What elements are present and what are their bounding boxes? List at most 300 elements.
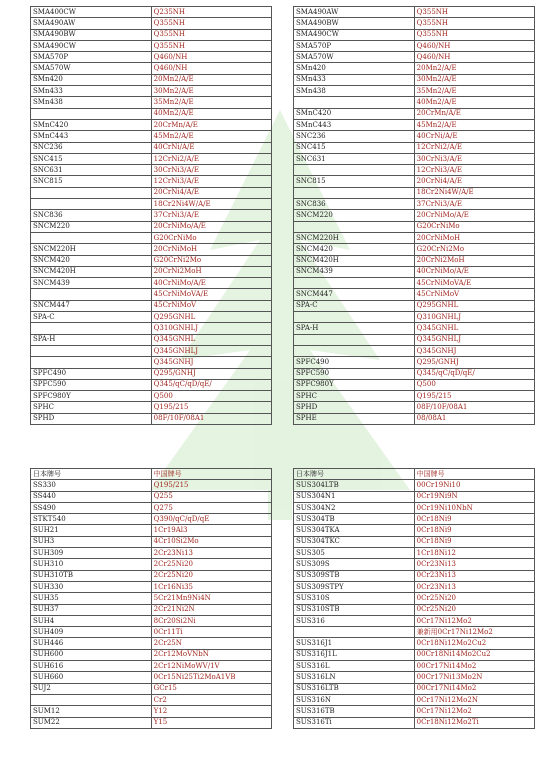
china-grade-cell: Q295/GNHJ xyxy=(151,368,271,379)
japan-grade-cell: SUH330 xyxy=(31,581,152,592)
japan-grade-cell xyxy=(31,345,152,356)
table-row xyxy=(31,638,272,649)
china-grade-cell: 0Cr18Ni9 xyxy=(414,536,534,547)
china-grade-cell: Q275 xyxy=(151,502,271,513)
table-row xyxy=(294,97,535,108)
table-row xyxy=(294,142,535,153)
japan-grade-cell: SPFC590 xyxy=(294,368,415,379)
japan-grade-cell xyxy=(31,199,152,210)
table-row xyxy=(294,108,535,119)
table-row xyxy=(31,18,272,29)
japan-grade-cell: SMnC420 xyxy=(31,119,152,130)
china-grade-cell: 2Cr12MoVNbN xyxy=(151,649,271,660)
china-grade-cell: 40CrNiMo/A/E xyxy=(414,266,534,277)
japan-grade-cell xyxy=(31,694,152,705)
japan-grade-cell: SNCM420H xyxy=(294,255,415,266)
china-grade-cell: 08F/10F/08A1 xyxy=(414,402,534,413)
china-grade-cell: 18Cr2Ni4W/A/E xyxy=(414,187,534,198)
china-grade-cell: Q310GNHLJ xyxy=(414,312,534,323)
japan-grade-cell: SNCM220H xyxy=(294,232,415,243)
table-row xyxy=(31,615,272,626)
china-grade-cell: 20CrNiMoH xyxy=(151,244,271,255)
japan-grade-cell: SMA490BW xyxy=(294,18,415,29)
japan-grade-cell: SS330 xyxy=(31,480,152,491)
japan-grade-cell: SNC836 xyxy=(294,199,415,210)
table-row xyxy=(31,672,272,683)
japan-grade-cell: SPA-C xyxy=(31,312,152,323)
table-row xyxy=(31,266,272,277)
table-row xyxy=(294,502,535,513)
table-row xyxy=(31,391,272,402)
china-grade-cell: G20CrNiMo xyxy=(151,232,271,243)
china-grade-cell: 45Mn2/A/E xyxy=(151,131,271,142)
china-grade-cell: 00Cr17Ni14Mo2 xyxy=(414,683,534,694)
japan-grade-cell: SNCM420 xyxy=(31,255,152,266)
table-row xyxy=(31,232,272,243)
japan-grade-cell: SUH310TB xyxy=(31,570,152,581)
table-row xyxy=(31,649,272,660)
china-grade-cell: 40CrNi/A/E xyxy=(414,131,534,142)
table-row xyxy=(294,413,535,424)
japan-grade-cell: SUH409 xyxy=(31,627,152,638)
china-grade-cell: 20CrNi2MoH xyxy=(151,266,271,277)
china-grade-cell: Q345GNHLJ xyxy=(414,334,534,345)
table-top-right xyxy=(293,6,535,425)
china-grade-cell: 40Mn2/A/E xyxy=(414,97,534,108)
table-row xyxy=(294,615,535,626)
japan-grade-cell xyxy=(294,627,415,638)
japan-grade-cell: SNCM439 xyxy=(31,278,152,289)
table-row xyxy=(31,86,272,97)
japan-grade-cell: SNC815 xyxy=(294,176,415,187)
china-grade-cell: Q195/215 xyxy=(151,480,271,491)
table-row xyxy=(294,255,535,266)
china-grade-cell: 40CrNi/A/E xyxy=(151,142,271,153)
table-row xyxy=(31,536,272,547)
japan-grade-cell: SMA490AW xyxy=(294,7,415,18)
china-grade-cell: 20CrNiMoH xyxy=(414,232,534,243)
japan-grade-cell: SPHD xyxy=(31,413,152,424)
table-row xyxy=(294,289,535,300)
china-grade-cell: 37CrNi3/A/E xyxy=(414,199,534,210)
table-row xyxy=(31,334,272,345)
japan-grade-cell: SNCM447 xyxy=(31,300,152,311)
china-grade-cell: 12CrNi2/A/E xyxy=(151,153,271,164)
china-grade-cell: Q460/NH xyxy=(151,52,271,63)
table-row xyxy=(31,694,272,705)
china-grade-cell: 0Cr17Ni12Mo2N xyxy=(414,694,534,705)
japan-grade-cell: SMA570W xyxy=(294,52,415,63)
japan-grade-cell: SNCM420 xyxy=(294,244,415,255)
japan-grade-cell: SUS304LTB xyxy=(294,480,415,491)
japan-grade-cell: SUS316LTB xyxy=(294,683,415,694)
china-grade-cell: 08/08A1 xyxy=(414,413,534,424)
table-row xyxy=(31,525,272,536)
china-grade-cell: Q355NH xyxy=(414,29,534,40)
japan-grade-cell: SMnC443 xyxy=(31,131,152,142)
japan-grade-cell: STKT540 xyxy=(31,514,152,525)
china-grade-cell: 37CrNi3/A/E xyxy=(151,210,271,221)
table-row xyxy=(31,345,272,356)
japan-grade-cell: SNCM447 xyxy=(294,289,415,300)
table-row xyxy=(31,278,272,289)
china-grade-cell: 0Cr18Ni9 xyxy=(414,514,534,525)
japan-grade-cell: SPFC490 xyxy=(294,357,415,368)
china-grade-cell: Q195/215 xyxy=(414,391,534,402)
china-grade-cell: 08F/10F/08A1 xyxy=(151,413,271,424)
japan-grade-cell: SUS304TB xyxy=(294,514,415,525)
japan-grade-cell: SNC415 xyxy=(31,153,152,164)
china-grade-cell: 45CrNiMoVA/E xyxy=(151,289,271,300)
japan-grade-cell: SPHE xyxy=(294,413,415,424)
china-grade-cell: Y12 xyxy=(151,706,271,717)
china-grade-cell: 2Cr25Ni20 xyxy=(151,559,271,570)
table-row xyxy=(294,649,535,660)
japan-grade-cell xyxy=(294,165,415,176)
japan-grade-cell xyxy=(31,187,152,198)
china-grade-cell: 20CrNiMo/A/E xyxy=(151,221,271,232)
table-row xyxy=(294,74,535,85)
table-row xyxy=(294,391,535,402)
table-row xyxy=(294,153,535,164)
china-grade-cell: 5Cr21Mn9Ni4N xyxy=(151,593,271,604)
china-grade-cell: 20CrNi4/A/E xyxy=(151,187,271,198)
china-grade-cell: Q460/NH xyxy=(414,52,534,63)
table-row xyxy=(294,244,535,255)
table-row xyxy=(294,312,535,323)
table-row xyxy=(294,604,535,615)
china-grade-cell: 0Cr23Ni13 xyxy=(414,581,534,592)
china-grade-cell: 20CrMn/A/E xyxy=(414,108,534,119)
china-grade-cell: 30Mn2/A/E xyxy=(151,86,271,97)
china-grade-cell: 2Cr25Ni20 xyxy=(151,570,271,581)
china-grade-cell: 2Cr12NiMoWV/1V xyxy=(151,661,271,672)
table-row xyxy=(294,672,535,683)
table-row xyxy=(31,74,272,85)
table-row xyxy=(31,570,272,581)
china-grade-cell: Q345/qC/qD/qE/ xyxy=(414,368,534,379)
japan-grade-cell: SMn420 xyxy=(294,63,415,74)
china-grade-cell: 00Cr17Ni14Mo2 xyxy=(414,661,534,672)
china-grade-cell: Q355NH xyxy=(151,40,271,51)
china-grade-cell: 0Cr17Ni12Mo2 xyxy=(414,706,534,717)
china-grade-cell: Q345GNHJ xyxy=(151,357,271,368)
table-row xyxy=(31,52,272,63)
china-grade-cell: 00Cr19Ni10 xyxy=(414,480,534,491)
table-row xyxy=(31,706,272,717)
table-row xyxy=(294,266,535,277)
china-grade-cell: 8Cr20Si2Ni xyxy=(151,615,271,626)
table-row xyxy=(294,131,535,142)
china-grade-cell: Q235NH xyxy=(151,7,271,18)
table-bottom-right xyxy=(293,468,535,729)
table-row xyxy=(31,244,272,255)
japan-grade-cell: SNC836 xyxy=(31,210,152,221)
japan-grade-cell: SPA-C xyxy=(294,300,415,311)
table-row xyxy=(31,548,272,559)
table-row xyxy=(294,514,535,525)
table-row xyxy=(31,491,272,502)
japan-grade-cell: SUS316Ti xyxy=(294,717,415,728)
table-row xyxy=(294,232,535,243)
table-row xyxy=(294,29,535,40)
china-grade-cell: 45Mn2/A/E xyxy=(414,119,534,130)
japan-grade-cell: SUH35 xyxy=(31,593,152,604)
japan-grade-cell: SUH446 xyxy=(31,638,152,649)
japan-grade-cell: SNCM220 xyxy=(294,210,415,221)
table-row xyxy=(294,52,535,63)
china-grade-cell: Q295GNHL xyxy=(414,300,534,311)
japan-grade-cell: SMn433 xyxy=(31,86,152,97)
china-grade-cell: Y15 xyxy=(151,717,271,728)
table-row xyxy=(31,413,272,424)
japan-grade-cell: SMnC420 xyxy=(294,108,415,119)
china-grade-cell: 中国牌号 xyxy=(151,469,271,480)
table-row xyxy=(31,119,272,130)
japan-grade-cell: SPHC xyxy=(294,391,415,402)
china-grade-cell: Q500 xyxy=(414,379,534,390)
japan-grade-cell: SUH660 xyxy=(31,672,152,683)
table-row xyxy=(294,334,535,345)
table-row xyxy=(294,469,535,480)
china-grade-cell: 2Cr25N xyxy=(151,638,271,649)
china-grade-cell: 4Cr10Si2Mo xyxy=(151,536,271,547)
china-grade-cell: Q295/GNHJ xyxy=(414,357,534,368)
china-grade-cell: 0Cr11Ti xyxy=(151,627,271,638)
china-grade-cell: 0Cr15Ni25Ti2MoA1VB xyxy=(151,672,271,683)
japan-grade-cell: SNC815 xyxy=(31,176,152,187)
china-grade-cell: 45CrNiMoV xyxy=(151,300,271,311)
japan-grade-cell: SUH37 xyxy=(31,604,152,615)
japan-grade-cell: SNC236 xyxy=(31,142,152,153)
table-row xyxy=(294,368,535,379)
table-row xyxy=(294,536,535,547)
china-grade-cell: 20CrNiMo/A/E xyxy=(414,210,534,221)
table-row xyxy=(294,300,535,311)
china-grade-cell: 1Cr18Ni12 xyxy=(414,548,534,559)
japan-grade-cell: SUH310 xyxy=(31,559,152,570)
china-grade-cell: 30Mn2/A/E xyxy=(414,74,534,85)
japan-grade-cell: SMn438 xyxy=(31,97,152,108)
table-row xyxy=(31,289,272,300)
table-row xyxy=(31,199,272,210)
china-grade-cell: 0Cr19Ni10NbN xyxy=(414,502,534,513)
japan-grade-cell xyxy=(294,278,415,289)
table-row xyxy=(31,63,272,74)
china-grade-cell: 1Cr16Ni35 xyxy=(151,581,271,592)
china-grade-cell: G20CrNiMo xyxy=(414,221,534,232)
japan-grade-cell: SPA-H xyxy=(294,323,415,334)
china-grade-cell: G20CrNi2Mo xyxy=(414,244,534,255)
japan-grade-cell xyxy=(31,289,152,300)
table-row xyxy=(31,131,272,142)
japan-grade-cell: SNCM420H xyxy=(31,266,152,277)
japan-grade-cell: SUS316 xyxy=(294,615,415,626)
japan-grade-cell: SMn420 xyxy=(31,74,152,85)
china-grade-cell: Cr2 xyxy=(151,694,271,705)
table-row xyxy=(31,661,272,672)
table-row xyxy=(31,153,272,164)
table-row xyxy=(31,255,272,266)
table-row xyxy=(294,717,535,728)
japan-grade-cell xyxy=(294,312,415,323)
table-row xyxy=(31,210,272,221)
japan-grade-cell: SUH3 xyxy=(31,536,152,547)
china-grade-cell: 0Cr18Ni12Mo2Ti xyxy=(414,717,534,728)
table-row xyxy=(31,300,272,311)
japan-grade-cell: SMnC443 xyxy=(294,119,415,130)
japan-grade-cell: SNC631 xyxy=(294,153,415,164)
japan-grade-cell: SNCM439 xyxy=(294,266,415,277)
china-grade-cell: 12CrNi3/A/E xyxy=(414,165,534,176)
china-grade-cell: 中国牌号 xyxy=(414,469,534,480)
japan-grade-cell: SUJ2 xyxy=(31,683,152,694)
table-row xyxy=(31,559,272,570)
japan-grade-cell: SUS304N2 xyxy=(294,502,415,513)
table-top-left xyxy=(30,6,272,425)
table-row xyxy=(294,661,535,672)
china-grade-cell: 20Mn2/A/E xyxy=(151,74,271,85)
japan-grade-cell: SUH600 xyxy=(31,649,152,660)
table-row xyxy=(294,187,535,198)
japan-grade-cell xyxy=(294,345,415,356)
table-row xyxy=(294,86,535,97)
japan-grade-cell: SS490 xyxy=(31,502,152,513)
china-grade-cell: 30CrNi3/A/E xyxy=(414,153,534,164)
table-row xyxy=(294,40,535,51)
china-grade-cell: 35Mn2/A/E xyxy=(414,86,534,97)
table-row xyxy=(294,278,535,289)
table-row xyxy=(31,717,272,728)
china-grade-cell: Q355NH xyxy=(414,18,534,29)
japan-grade-cell: SUS304TKC xyxy=(294,536,415,547)
japan-grade-cell: SPHC xyxy=(31,402,152,413)
china-grade-cell: 35Mn2/A/E xyxy=(151,97,271,108)
china-grade-cell: Q345GNHLJ xyxy=(151,345,271,356)
japan-grade-cell: SUS310STB xyxy=(294,604,415,615)
table-row xyxy=(31,7,272,18)
japan-grade-cell: SNCM220H xyxy=(31,244,152,255)
china-grade-cell: Q310GNHLJ xyxy=(151,323,271,334)
japan-grade-cell: SMA490BW xyxy=(31,29,152,40)
china-grade-cell: 20CrNi2MoH xyxy=(414,255,534,266)
table-row xyxy=(294,525,535,536)
japan-grade-cell: SUS304TKA xyxy=(294,525,415,536)
table-row xyxy=(31,108,272,119)
table-row xyxy=(294,176,535,187)
table-row xyxy=(294,593,535,604)
japan-grade-cell: SUS305 xyxy=(294,548,415,559)
table-row xyxy=(294,119,535,130)
japan-grade-cell: 日本牌号 xyxy=(31,469,152,480)
china-grade-cell: Q460/NH xyxy=(151,63,271,74)
china-grade-cell: Q355NH xyxy=(151,29,271,40)
japan-grade-cell xyxy=(31,108,152,119)
china-grade-cell: 0Cr25Ni20 xyxy=(414,593,534,604)
china-grade-cell: Q345GNHL xyxy=(414,323,534,334)
table-row xyxy=(294,165,535,176)
japan-grade-cell: 日本牌号 xyxy=(294,469,415,480)
china-grade-cell: 20CrMn/A/E xyxy=(151,119,271,130)
table-row xyxy=(31,97,272,108)
japan-grade-cell: SUH616 xyxy=(31,661,152,672)
china-grade-cell: Q500 xyxy=(151,391,271,402)
china-grade-cell: 12CrNi3/A/E xyxy=(151,176,271,187)
table-row xyxy=(294,559,535,570)
china-grade-cell: 1Cr19Al3 xyxy=(151,525,271,536)
japan-grade-cell xyxy=(31,232,152,243)
table-row xyxy=(294,357,535,368)
china-grade-cell: Q355NH xyxy=(414,7,534,18)
japan-grade-cell: SMA570P xyxy=(294,40,415,51)
china-grade-cell: 2Cr23Ni13 xyxy=(151,548,271,559)
china-grade-cell: 20CrNi4/A/E xyxy=(414,176,534,187)
china-grade-cell: 20Mn2/A/E xyxy=(414,63,534,74)
japan-grade-cell: SUS316L xyxy=(294,661,415,672)
japan-grade-cell: SPFC490 xyxy=(31,368,152,379)
japan-grade-cell: SUS316J1L xyxy=(294,649,415,660)
japan-grade-cell: SMA490CW xyxy=(31,40,152,51)
japan-grade-cell xyxy=(294,334,415,345)
china-grade-cell: Q345/qC/qD/qE/ xyxy=(151,379,271,390)
china-grade-cell: Q460/NH xyxy=(414,40,534,51)
table-row xyxy=(31,165,272,176)
table-row xyxy=(31,323,272,334)
china-grade-cell: Q345GNHL xyxy=(151,334,271,345)
china-grade-cell: 0Cr23Ni13 xyxy=(414,570,534,581)
table-row xyxy=(294,199,535,210)
japan-grade-cell: SUS309STB xyxy=(294,570,415,581)
table-row xyxy=(31,581,272,592)
japan-grade-cell xyxy=(294,187,415,198)
table-row xyxy=(294,706,535,717)
japan-grade-cell: SNC631 xyxy=(31,165,152,176)
table-row xyxy=(31,402,272,413)
table-row xyxy=(294,480,535,491)
china-grade-cell: 45CrNiMoV xyxy=(414,289,534,300)
japan-grade-cell: SUM12 xyxy=(31,706,152,717)
table-row xyxy=(31,469,272,480)
japan-grade-cell: SPA-H xyxy=(31,334,152,345)
table-row xyxy=(294,402,535,413)
china-grade-cell: Q195/215 xyxy=(151,402,271,413)
china-grade-cell: G20CrNi2Mo xyxy=(151,255,271,266)
china-grade-cell: 00Cr18Ni14Mo2Cu2 xyxy=(414,649,534,660)
china-grade-cell: 30CrNi3/A/E xyxy=(151,165,271,176)
table-row xyxy=(294,638,535,649)
japan-grade-cell: SUS309S xyxy=(294,559,415,570)
japan-grade-cell: SNCM220 xyxy=(31,221,152,232)
table-row xyxy=(294,694,535,705)
japan-grade-cell: SPFC980Y xyxy=(31,391,152,402)
table-row xyxy=(31,514,272,525)
table-row xyxy=(294,581,535,592)
china-grade-cell: 40CrNiMo/A/E xyxy=(151,278,271,289)
japan-grade-cell: SUH21 xyxy=(31,525,152,536)
table-row xyxy=(31,368,272,379)
table-row xyxy=(294,7,535,18)
table-row xyxy=(31,593,272,604)
table-row xyxy=(31,480,272,491)
japan-grade-cell: SMA400CW xyxy=(31,7,152,18)
table-row xyxy=(294,18,535,29)
japan-grade-cell: SUS316N xyxy=(294,694,415,705)
table-row xyxy=(31,221,272,232)
japan-grade-cell xyxy=(31,357,152,368)
japan-grade-cell: SPFC590 xyxy=(31,379,152,390)
china-grade-cell: 12CrNi2/A/E xyxy=(414,142,534,153)
table-row xyxy=(31,683,272,694)
